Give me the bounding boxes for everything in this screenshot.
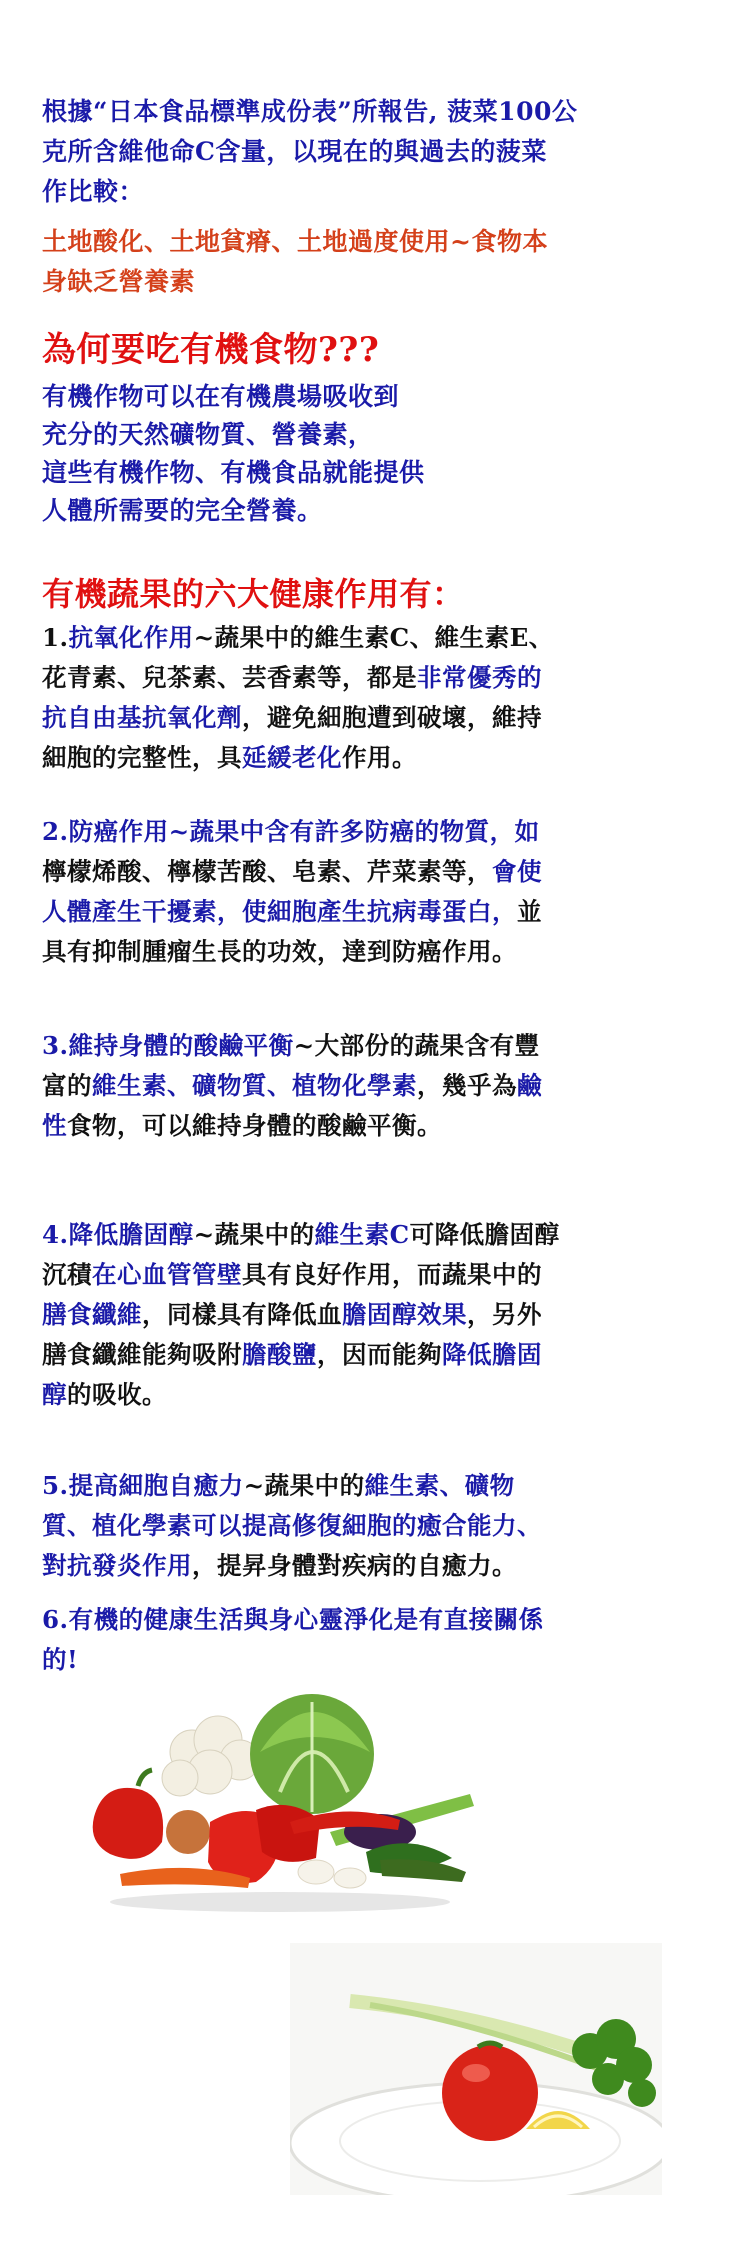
causes-line: 土地酸化、土地貧瘠、土地過度使用~食物本 bbox=[42, 227, 548, 256]
item-highlight: 質、植化學素 bbox=[42, 1511, 192, 1540]
intro-paragraph bbox=[42, 92, 712, 212]
item-highlight: 會使 bbox=[492, 857, 542, 886]
why-body bbox=[42, 378, 712, 530]
item-number: 3. bbox=[42, 1031, 69, 1060]
benefit-item-2 bbox=[42, 812, 712, 972]
intro-line: 作比較： bbox=[42, 177, 145, 206]
why-line: 充分的天然礦物質、營養素， bbox=[42, 420, 374, 449]
item-highlight: 膽酸鹽 bbox=[242, 1340, 317, 1369]
item-text: 具有良好作用，而蔬果中的 bbox=[242, 1260, 542, 1289]
benefit-item-3 bbox=[42, 1026, 712, 1146]
item-text: 並 bbox=[517, 897, 542, 926]
item-title: 防癌作用 bbox=[68, 817, 169, 846]
item-text: 細胞的完整性，具 bbox=[42, 743, 242, 772]
item-highlight: 非常優秀的 bbox=[417, 663, 542, 692]
item-text: 6.有機的健康生活與身心靈淨化是有直接關係 bbox=[42, 1605, 544, 1634]
benefit-item-4 bbox=[42, 1215, 712, 1415]
item-highlight: 維生素、礦物質、植物化學素 bbox=[92, 1071, 417, 1100]
item-text: ，因而能夠 bbox=[317, 1340, 442, 1369]
item-text: 的! bbox=[42, 1645, 79, 1674]
benefits-heading: 有機蔬果的六大健康作用有： bbox=[42, 575, 465, 613]
item-text: 富的 bbox=[42, 1071, 92, 1100]
item-highlight: 膳食纖維 bbox=[42, 1300, 142, 1329]
item-title: 抗氧化作用 bbox=[68, 623, 194, 652]
item-highlight: 人體產生干擾素，使細胞產生抗病毒蛋白， bbox=[42, 897, 517, 926]
item-text: 食物，可以維持身體的酸鹼平衡。 bbox=[67, 1111, 442, 1140]
item-text: ~大部份的蔬果含有豐 bbox=[293, 1031, 540, 1060]
tomato-plate-image bbox=[290, 1943, 662, 2195]
item-title: 降低膽固醇 bbox=[68, 1220, 194, 1249]
item-text: ~蔬果中的 bbox=[193, 1220, 315, 1249]
item-highlight: 抗自由基抗氧化劑 bbox=[42, 703, 242, 732]
vegetables-image bbox=[80, 1682, 478, 1914]
item-text: ，另外 bbox=[467, 1300, 542, 1329]
item-highlight: 可以提高修復細胞的癒合能力、 bbox=[192, 1511, 542, 1540]
item-highlight: 降低膽固 bbox=[442, 1340, 542, 1369]
item-text: 具有抑制腫瘤生長的功效，達到防癌作用。 bbox=[42, 937, 517, 966]
item-text: ，避免細胞遭到破壞，維持 bbox=[242, 703, 542, 732]
why-line: 有機作物可以在有機農場吸收到 bbox=[42, 382, 400, 411]
item-text: ~蔬果中含有許多防癌的物質，如 bbox=[168, 817, 540, 846]
item-text: ，同樣具有降低血 bbox=[142, 1300, 342, 1329]
intro-line: 根據“日本食品標準成份表”所報告, 菠菜100公 bbox=[42, 97, 578, 126]
item-text: 檸檬烯酸、檸檬苦酸、皂素、芹菜素等， bbox=[42, 857, 492, 886]
item-title: 提高細胞自癒力 bbox=[68, 1471, 244, 1500]
causes-line: 身缺乏營養素 bbox=[42, 267, 196, 296]
item-highlight: 在心血管管壁 bbox=[92, 1260, 242, 1289]
item-highlight: 對抗發炎作用 bbox=[42, 1551, 192, 1580]
benefit-item-1 bbox=[42, 618, 712, 778]
item-number: 5. bbox=[42, 1471, 69, 1500]
item-text: ~蔬果中的 bbox=[243, 1471, 365, 1500]
item-number: 1. bbox=[42, 623, 69, 652]
item-text: ，幾乎為 bbox=[417, 1071, 517, 1100]
item-number: 2. bbox=[42, 817, 69, 846]
item-highlight: 膽固醇效果 bbox=[342, 1300, 467, 1329]
item-text: 花青素、兒茶素、芸香素等，都是 bbox=[42, 663, 417, 692]
why-line: 這些有機作物、有機食品就能提供 bbox=[42, 458, 425, 487]
item-highlight: 維生素C bbox=[314, 1220, 410, 1249]
why-line: 人體所需要的完全營養。 bbox=[42, 496, 323, 525]
item-highlight: 醇 bbox=[42, 1380, 67, 1409]
item-text: 的吸收。 bbox=[67, 1380, 167, 1409]
item-text: ，提昇身體對疾病的自癒力。 bbox=[192, 1551, 517, 1580]
item-text: ~蔬果中的維生素C、維生素E、 bbox=[193, 623, 554, 652]
item-text: 膳食纖維能夠吸附 bbox=[42, 1340, 242, 1369]
item-text: 作用。 bbox=[342, 743, 417, 772]
item-highlight: 維生素、礦物 bbox=[364, 1471, 515, 1500]
item-text: 沉積 bbox=[42, 1260, 92, 1289]
item-number: 4. bbox=[42, 1220, 69, 1249]
causes-paragraph bbox=[42, 222, 712, 302]
item-text: 可降低膽固醇 bbox=[409, 1220, 560, 1249]
item-highlight: 延緩老化 bbox=[242, 743, 342, 772]
item-title: 維持身體的酸鹼平衡 bbox=[68, 1031, 294, 1060]
why-heading: 為何要吃有機食物??? bbox=[42, 330, 380, 370]
item-highlight: 鹼 bbox=[517, 1071, 542, 1100]
intro-line: 克所含維他命C含量，以現在的與過去的菠菜 bbox=[42, 137, 547, 166]
benefit-item-5 bbox=[42, 1466, 712, 1586]
item-highlight: 性 bbox=[42, 1111, 67, 1140]
benefit-item-6 bbox=[42, 1600, 712, 1680]
